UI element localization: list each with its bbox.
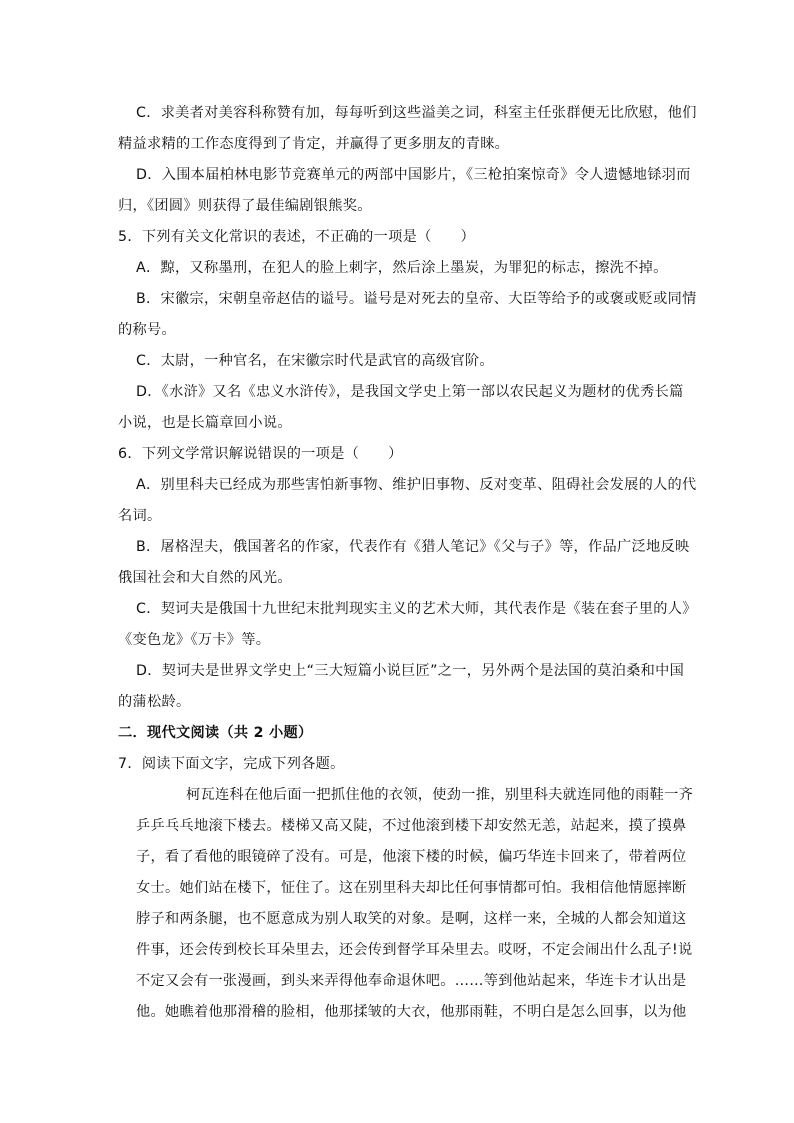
question-5-stem: 5．下列有关文化常识的表述，不正确的一项是（ ） <box>118 229 476 245</box>
question-5-option-b-line-1: B．宋徽宗，宋朝皇帝赵佶的谥号。谥号是对死去的皇帝、大臣等给予的或褒或贬或同情 <box>136 291 697 307</box>
passage-line-5: 脖子和两条腿，也不愿意成为别人取笑的对象。是啊，这样一来，全城的人都会知道这 <box>136 911 687 927</box>
option-5d-line-1: D．入围本届柏林电影节竞赛单元的两部中国影片，《三枪拍案惊奇》令人遗憾地铩羽而 <box>136 167 691 183</box>
passage-line-6: 件事，还会传到校长耳朵里去，还会传到督学耳朵里去。哎呀，不定会闹出什么乱子!说 <box>136 942 693 958</box>
question-6-option-b-line-2: 俄国社会和大自然的风光。 <box>118 570 292 586</box>
question-6-option-a-line-1: A．别里科夫已经成为那些害怕新事物、维护旧事物、反对变革、阻碍社会发展的人的代 <box>136 477 697 493</box>
question-5-option-d-line-2: 小说，也是长篇章回小说。 <box>118 415 292 431</box>
question-5-option-c: C．太尉，一种官名，在宋徽宗时代是武官的高级官阶。 <box>136 353 494 369</box>
question-6-option-c-line-1: C．契诃夫是俄国十九世纪末批判现实主义的艺术大师，其代表作是《装在套子里的人》 <box>136 601 697 617</box>
passage-line-4: 女士。她们站在楼下，怔住了。这在别里科夫却比任何事情都可怕。我相信他情愿摔断 <box>136 880 687 896</box>
option-5c-line-1: C．求美者对美容科称赞有加，每每听到这些溢美之词，科室主任张群便无比欣慰，他们 <box>136 105 697 121</box>
passage-line-8: 他。她瞧着他那滑稽的脸相，他那揉皱的大衣，他那雨鞋，不明白是怎么回事，以为他 <box>136 1004 687 1020</box>
passage-line-7: 不定又会有一张漫画，到头来弄得他奉命退休吧。……等到他站起来，华连卡才认出是 <box>136 973 687 989</box>
question-6-option-d-line-2: 的蒲松龄。 <box>118 694 191 710</box>
question-6-option-b-line-1: B．屠格涅夫，俄国著名的作家，代表作有《猎人笔记》《父与子》等，作品广泛地反映 <box>136 539 690 555</box>
question-7-stem: 7．阅读下面文字，完成下列各题。 <box>118 756 345 772</box>
question-5-option-a: A．黥，又称墨刑，在犯人的脸上刺字，然后涂上墨炭，为罪犯的标志，擦洗不掉。 <box>136 260 668 276</box>
question-6-stem: 6．下列文学常识解说错误的一项是（ ） <box>118 446 403 462</box>
section-heading: 二．现代文阅读（共 2 小题） <box>118 725 313 741</box>
passage-line-1: 柯瓦连科在他后面一把抓住他的衣领，使劲一推，别里科夫就连同他的雨鞋一齐 <box>186 787 694 803</box>
question-5-option-d-line-1: D．《水浒》又名《忠义水浒传》，是我国文学史上第一部以农民起义为题材的优秀长篇 <box>136 384 684 400</box>
question-6-option-a-line-2: 名词。 <box>118 508 162 524</box>
question-6-option-c-line-2: 《变色龙》《万卡》等。 <box>118 632 271 648</box>
option-5c-line-2: 精益求精的工作态度得到了肯定，并赢得了更多朋友的青睐。 <box>118 136 510 152</box>
passage-line-2: 乒乒乓乓地滚下楼去。楼梯又高又陡，不过他滚到楼下却安然无恙，站起来，摸了摸鼻 <box>136 818 687 834</box>
option-5d-line-2: 归，《团圆》则获得了最佳编剧银熊奖。 <box>118 198 372 214</box>
question-6-option-d-line-1: D．契诃夫是世界文学史上“三大短篇小说巨匠”之一，另外两个是法国的莫泊桑和中国 <box>136 663 685 679</box>
passage-line-3: 子，看了看他的眼镜碎了没有。可是，他滚下楼的时候，偏巧华连卡回来了，带着两位 <box>136 849 687 865</box>
question-5-option-b-line-2: 的称号。 <box>118 322 176 338</box>
